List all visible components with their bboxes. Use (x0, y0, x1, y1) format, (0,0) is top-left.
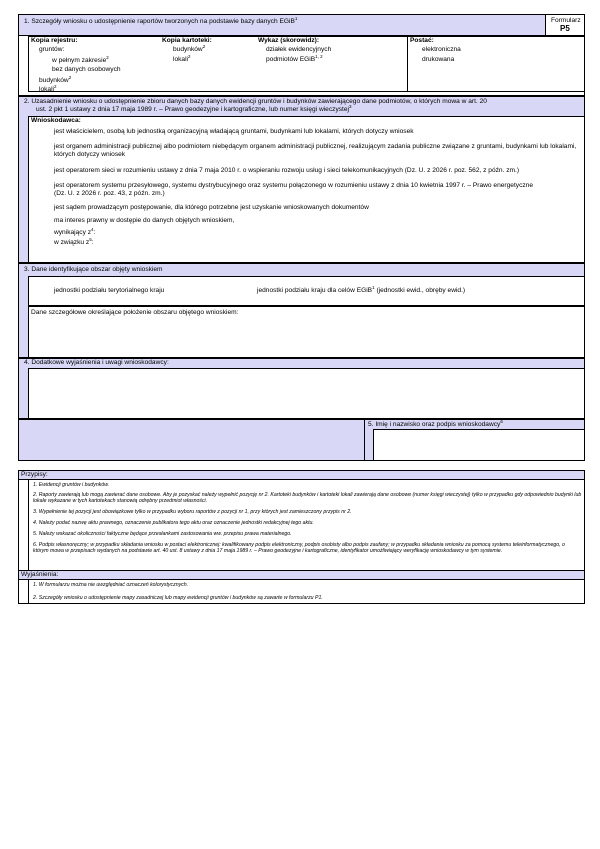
section-4-title: 4. Dodatkowe wyjaśnienia i uwagi wnioskodawcy: (24, 359, 169, 366)
registry-land[interactable]: gruntów: (39, 46, 65, 53)
signature-divider (364, 419, 365, 461)
footnotes-header (19, 471, 584, 479)
explanations-inner-divider (28, 579, 29, 604)
territorial-unit-option[interactable]: jednostki podziału terytorialnego kraju (54, 287, 165, 294)
registry-no-personal[interactable]: bez danych osobowych (52, 66, 121, 73)
applicant-option-network-operator[interactable]: jest operatorem sieci w rozumieniu ustawy z dnia 7 maja 2010 r. o wspieraniu rozwoju usług i sieci telekomunikacyjnych (Dz. U. z 2026 r. poz. 562, z późn. zm.) (54, 167, 520, 174)
form-label: Formularz (551, 17, 581, 24)
registry-full-scope[interactable]: w pełnym zakresie$^2$ (52, 55, 109, 64)
card-buildings[interactable]: budynków$^2$ (173, 44, 206, 53)
explanation-2: 2. Szczegóły wniosku o udostępnienie mapy zasadniczej lub mapy ewidencji gruntów i budynków są zawarte w formularzu P1. (33, 595, 323, 601)
footnote-6: 6. Podpis własnoręczny; w przypadku składania wniosku w postaci elektronicznej: kwalifikowany podpis elektroniczny, podpis osobisty albo podpis zaufany; w przypadku składania wniosku za pomocą systemu teleinformatycznego, o którym mowa w przepisach wydanych na podstawie art. 40 ust. 8 ustawy z dnia 17 maja 1989 r. – Prawo geodezyjne i kartograficzne, identyfikator umożliwiający weryfikację wnioskodawcy w tym systemie. (33, 542, 565, 555)
signature-field[interactable] (373, 429, 585, 461)
applicant-option-court[interactable]: jest sądem prowadzącym postępowanie, dla którego potrzebne jest uzyskanie wnioskowanych dokumentów (54, 204, 369, 211)
section-2-title-line1: 2. Uzasadnienie wniosku o udostępnienie zbioru danych bazy danych ewidencji gruntów i budynków zawierającego dane podmiotów, o których mowa w art. 20 (24, 98, 487, 105)
registry-buildings[interactable]: budynków$^2$ (39, 75, 72, 84)
footnotes-header-line (18, 479, 585, 480)
section-2-title-line2: ust. 2 pkt 1 ustawy z dnia 17 maja 1989 r. – Prawo geodezyjne i kartograficzne, lub numer księgi wieczystej$^3$ (36, 104, 352, 113)
format-divider (407, 36, 408, 92)
applicant-option-owner[interactable]: jest właścicielem, osobą lub jednostką organizacyjną władającą gruntami, budynkami lub lokalami, których dotyczy wniosek (54, 128, 414, 135)
index-parcels[interactable]: działek ewidencyjnych (266, 46, 332, 53)
card-copy-title: Kopia kartoteki: (162, 37, 212, 44)
explanation-1: 1. W formularzu można nie uwzględniać oznaczeń kolorystycznych. (33, 582, 189, 588)
explanations-header (19, 571, 584, 579)
applicant-option-public-authority[interactable]: jest organem administracji publicznej albo podmiotem niebędącym organem administracji publicznej, realizującym zadania publiczne związane z gruntami, budynkami lub lokalami, których dotyczy wniosek (54, 143, 577, 158)
form-code-divider (545, 14, 546, 35)
footnote-2: 2. Raporty zawierają lub mogą zawierać dane osobowe. Aby je pozyskać należy wypełnić pozycję nr 2. Kartoteki budynków i kartoteki lokali zawierają dane osobowe (numer księgi wieczystej) tylko w przypadku gdy odpowiednio budynki lub lokale wykazane w tych kartotekach stanowią odrębny przedmiot własności. (33, 492, 582, 505)
footnote-4: 4. Należy podać nazwę aktu prawnego, oznaczenie publikatora tego aktu oraz oznaczenie jednostki redakcyjnej tego aktu. (33, 520, 314, 526)
egib-unit-option[interactable]: jednostki podziału kraju dla celów EGiB$^1$ (jednostki ewid., obręby ewid.) (257, 285, 466, 294)
applicant-title: Wnioskodawca: (31, 117, 81, 124)
registry-premises[interactable]: lokali$^2$ (39, 84, 57, 93)
section-5-title: 5. Imię i nazwisko oraz podpis wnioskodawcy$^6$ (368, 419, 503, 428)
area-details-label: Dane szczegółowe określające położenie obszaru objętego wnioskiem: (31, 309, 239, 316)
card-premises[interactable]: lokali$^2$ (173, 54, 191, 63)
index-title: Wykaz (skorowidz): (258, 37, 320, 44)
applicant-option-legal-interest[interactable]: ma interes prawny w dostępie do danych objętych wnioskiem, (54, 217, 235, 224)
footnote-5: 5. Należy wskazać okoliczności faktyczne będące przesłankami zastosowania ww. przepisu prawa materialnego. (33, 531, 292, 537)
section-1-title: 1. Szczegóły wniosku o udostępnienie raportów tworzonych na podstawie bazy danych EGiB$^1$ (24, 16, 298, 25)
footnote-1: 1. Ewidencji gruntów i budynków. (33, 482, 110, 488)
explanations-title: Wyjaśnienia: (21, 571, 59, 578)
format-printed[interactable]: drukowana (422, 56, 455, 63)
additional-remarks-field[interactable] (28, 368, 585, 419)
index-subjects[interactable]: podmiotów EGiB$^{1, 2}$ (266, 54, 323, 63)
explanations-header-line (18, 579, 585, 580)
format-electronic[interactable]: elektroniczna (422, 46, 461, 53)
footnotes-inner-divider (28, 479, 29, 570)
registry-copy-title: Kopia rejestru: (31, 37, 78, 44)
applicant-option-system-operator[interactable]: jest operatorem systemu przesyłowego, systemu dystrybucyjnego oraz systemu połączonego w rozumieniu ustawy z dnia 10 kwietnia 1997 r. – Prawo energetyczne (54, 182, 534, 189)
applicant-option-system-operator-ref: (Dz. U. z 2026 r. poz. 43, z późn. zm.) (54, 190, 165, 197)
section-3-title: 3. Dane identyfikujące obszar objęty wnioskiem (24, 266, 163, 273)
footnotes-title: Przypisy: (21, 471, 48, 478)
form-code: P5 (560, 24, 570, 33)
legal-interest-related-field[interactable]: w związku $z^5$: (54, 237, 94, 246)
format-title: Postać: (410, 37, 434, 44)
footnote-3: 3. Wypełnienie tej pozycji jest obowiązkowe tylko w przypadku wyboru raportów z pozycji nr 1, przy których jest zamieszczony przypis nr 2. (33, 509, 352, 515)
legal-interest-resulting-field[interactable]: wynikający $z^4$: (54, 227, 96, 236)
